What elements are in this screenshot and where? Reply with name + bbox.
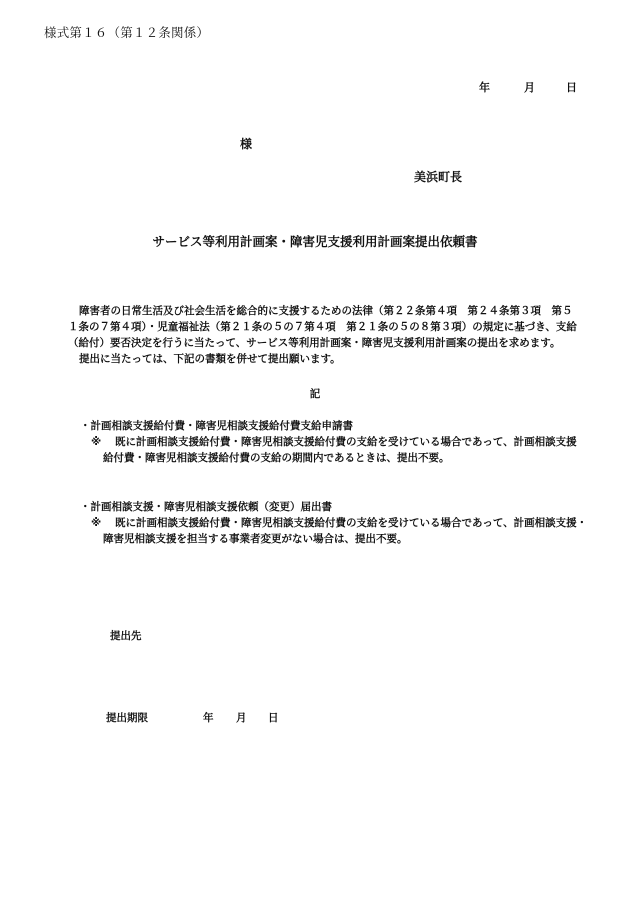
deadline-label: 提出期限	[106, 712, 148, 724]
item-2-title: ・計画相談支援・障害児相談支援依頼（変更）届出書	[80, 501, 332, 513]
destination-label: 提出先	[110, 630, 142, 642]
note-mark: ※	[91, 436, 102, 448]
item-1-note	[91, 434, 577, 466]
body-line-4: 提出に当たっては、下記の書類を併せて提出願います。	[79, 353, 341, 365]
item-2-note-line-2: 障害児相談支援を担当する事業者変更がない場合は、提出不要。	[103, 533, 408, 545]
item-1-note-line-2: 給付費・障害児相談支援給付費の支給の期間内であるときは、提出不要。	[103, 452, 450, 464]
item-1-note-line-1: 既に計画相談支援給付費・障害児相談支援給付費の支給を受けている場合であって、計画相談支援	[115, 436, 577, 448]
date-day-label: 日	[566, 81, 577, 94]
body-line-1: 障害者の日常生活及び社会生活を総合的に支援するための法律（第２２条第４項 第２４条第３項 第５	[79, 305, 573, 317]
item-1-title: ・計画相談支援給付費・障害児相談支援給付費支給申請書	[80, 420, 353, 432]
request-body	[68, 303, 598, 367]
item-2-note-line-1: 既に計画相談支援給付費・障害児相談支援給付費の支給を受けている場合であって、計画相談支援・	[115, 517, 588, 529]
deadline-year-label: 年	[203, 712, 214, 724]
date-month-label: 月	[524, 81, 535, 94]
deadline-day-label: 日	[268, 712, 279, 724]
deadline-month-label: 月	[236, 712, 247, 724]
issuer-name: 美浜町長	[414, 170, 463, 184]
note-mark: ※	[91, 517, 102, 529]
addressee-suffix: 様	[240, 137, 253, 151]
ki-heading: 記	[309, 388, 321, 400]
body-line-3: （給付）要否決定を行うに当たって、サービス等利用計画案・障害児支援利用計画案の提出を求めます。	[68, 337, 561, 349]
date-year-label: 年	[479, 81, 490, 94]
document-title: サービス等利用計画案・障害児支援利用計画案提出依頼書	[152, 234, 478, 249]
item-2-note	[91, 515, 587, 547]
body-line-2: １条の７第４項）・児童福祉法（第２１条の５の７第４項 第２１条の５の８第３項）の規定に基づき、支給	[68, 321, 577, 333]
form-number: 様式第１６（第１２条関係）	[44, 25, 210, 40]
